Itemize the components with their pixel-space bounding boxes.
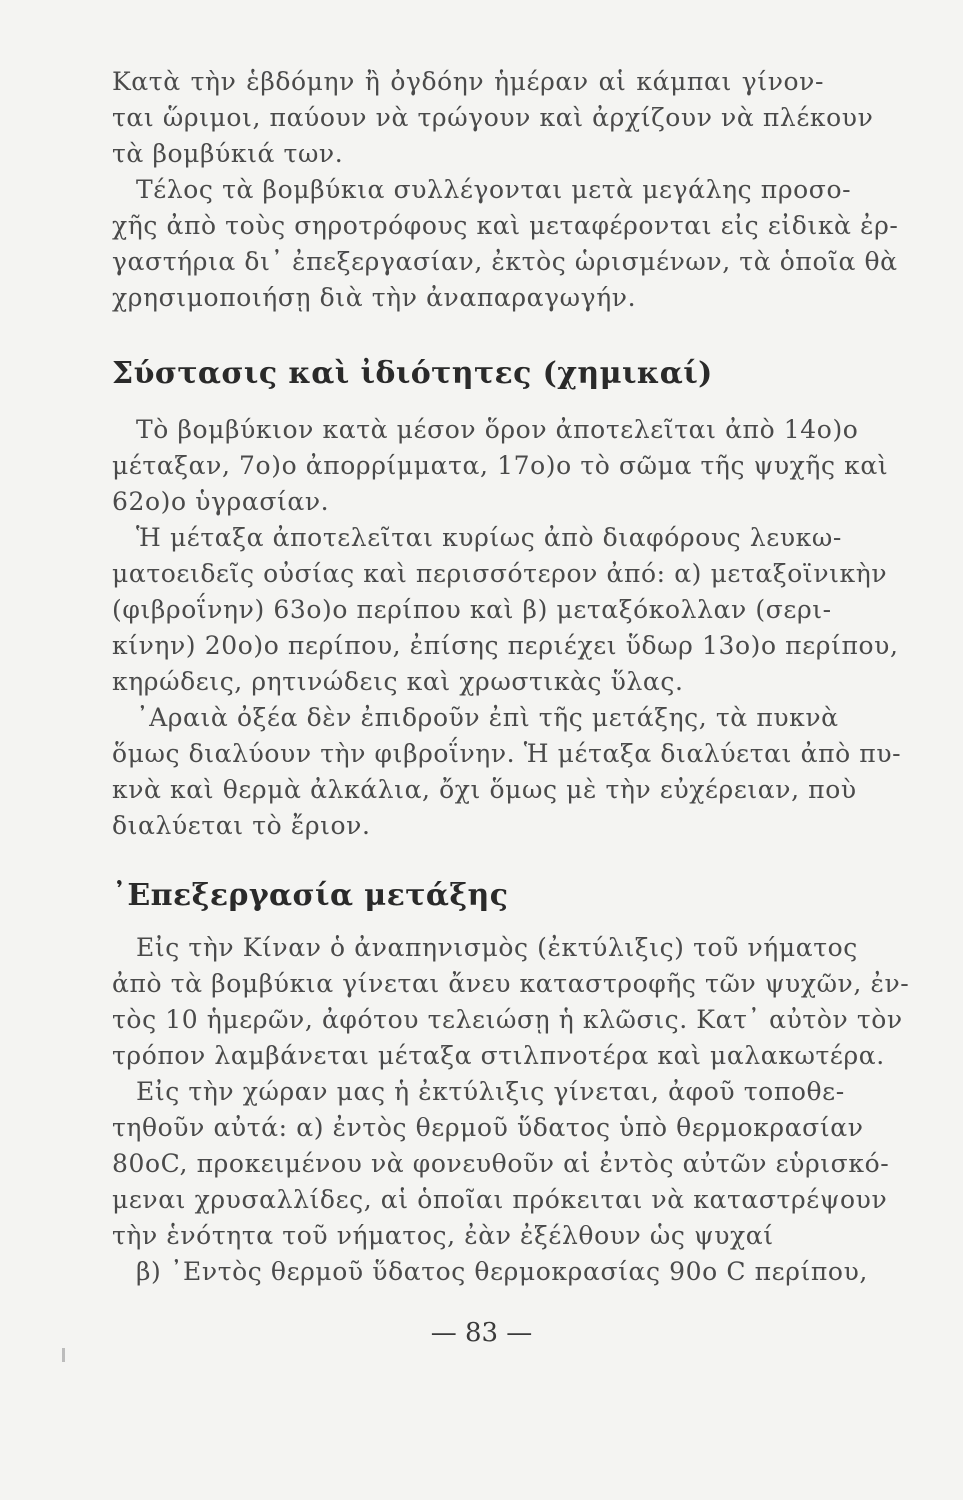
text-line: ται ὥριμοι, παύουν νὰ τρώγουν καὶ ἀρχίζουν νὰ πλέκουν <box>112 103 874 132</box>
text-line: κνὰ καὶ θερμὰ ἀλκάλια, ὄχι ὅμως μὲ τὴν εὐχέρειαν, ποὺ <box>112 775 857 804</box>
text-line: ματοειδεῖς οὐσίας καὶ περισσότερον ἀπό: α) μεταξοϊνικὴν <box>112 559 888 588</box>
text-line: ᾿Αραιὰ ὀξέα δὲν ἐπιδροῦν ἐπὶ τῆς μετάξης, τὰ πυκνὰ <box>136 703 839 732</box>
intro-paragraphs <box>112 64 899 316</box>
text-line: κηρώδεις, ρητινώδεις καὶ χρωστικὰς ὕλας. <box>112 667 684 696</box>
text-line: ἀπὸ τὰ βομβύκια γίνεται ἄνευ καταστροφῆς τῶν ψυχῶν, ἐν- <box>112 969 910 998</box>
text-line: μέταξαν, 7ο)ο ἀπορρίμματα, 17ο)ο τὸ σῶμα τῆς ψυχῆς καὶ <box>112 451 889 480</box>
text-line: 62ο)ο ὑγρασίαν. <box>112 487 330 516</box>
page-number: — 83 — <box>430 1318 533 1348</box>
text-line: β) ᾿Εντὸς θερμοῦ ὕδατος θερμοκρασίας 90ο C περίπου, <box>136 1257 868 1286</box>
text-line: ὅμως διαλύουν τὴν φιβροΐνην. Ἡ μέταξα διαλύεται ἀπὸ πυ- <box>112 739 902 768</box>
text-line: Εἰς τὴν Κίναν ὁ ἀναπηνισμὸς (ἐκτύλιξις) τοῦ νήματος <box>136 933 858 962</box>
text-line: τὴν ἑνότητα τοῦ νήματος, ἐὰν ἐξέλθουν ὡς ψυχαί <box>112 1221 774 1250</box>
text-line: Τὸ βομβύκιον κατὰ μέσον ὅρον ἀποτελεῖται ἀπὸ 14ο)ο <box>136 415 859 444</box>
section-composition-body <box>112 412 902 844</box>
text-line: γαστήρια δι᾽ ἐπεξεργασίαν, ἐκτὸς ὡρισμένων, τὰ ὁποῖα θὰ <box>112 247 898 276</box>
text-line: τὰ βομβύκιά των. <box>112 139 344 168</box>
text-line: μεναι χρυσαλλίδες, αἱ ὁποῖαι πρόκειται νὰ καταστρέψουν <box>112 1185 888 1214</box>
text-line: χῆς ἀπὸ τοὺς σηροτρόφους καὶ μεταφέρονται εἰς εἰδικὰ ἐρ- <box>112 211 899 240</box>
text-line: Τέλος τὰ βομβύκια συλλέγονται μετὰ μεγάλης προσο- <box>136 175 852 204</box>
text-line: Ἡ μέταξα ἀποτελεῖται κυρίως ἀπὸ διαφόρους λευκω- <box>136 523 842 552</box>
text-line: 80οC, προκειμένου νὰ φονευθοῦν αἱ ἐντὸς αὐτῶν εὑρισκό- <box>112 1149 890 1178</box>
section-heading-processing: ᾿Επεξεργασία μετάξης <box>112 878 509 913</box>
text-line: Κατὰ τὴν ἑβδόμην ἢ ὀγδόην ἡμέραν αἱ κάμπαι γίνον- <box>112 67 824 96</box>
text-line: κίνην) 20ο)ο περίπου, ἐπίσης περιέχει ὕδωρ 13ο)ο περίπου, <box>112 631 899 660</box>
text-line: τὸς 10 ἡμερῶν, ἀφότου τελειώσῃ ἡ κλῶσις. Κατ᾿ αὐτὸν τὸν <box>112 1005 903 1034</box>
text-line: τρόπον λαμβάνεται μέταξα στιλπνοτέρα καὶ μαλακωτέρα. <box>112 1041 885 1070</box>
section-processing-body <box>112 930 910 1290</box>
text-line: χρησιμοποιήσῃ διὰ τὴν ἀναπαραγωγήν. <box>112 283 637 312</box>
text-line: τηθοῦν αὐτά: α) ἐντὸς θερμοῦ ὕδατος ὑπὸ θερμοκρασίαν <box>112 1113 864 1142</box>
scan-speck <box>62 1348 65 1362</box>
text-line: (φιβροΐνην) 63ο)ο περίπου καὶ β) μεταξόκολλαν (σερι- <box>112 595 832 624</box>
text-line: διαλύεται τὸ ἔριον. <box>112 811 371 840</box>
section-heading-composition: Σύστασις καὶ ἰδιότητες (χημικαί) <box>112 356 713 391</box>
text-line: Εἰς τὴν χώραν μας ἡ ἐκτύλιξις γίνεται, ἀφοῦ τοποθε- <box>136 1077 845 1106</box>
